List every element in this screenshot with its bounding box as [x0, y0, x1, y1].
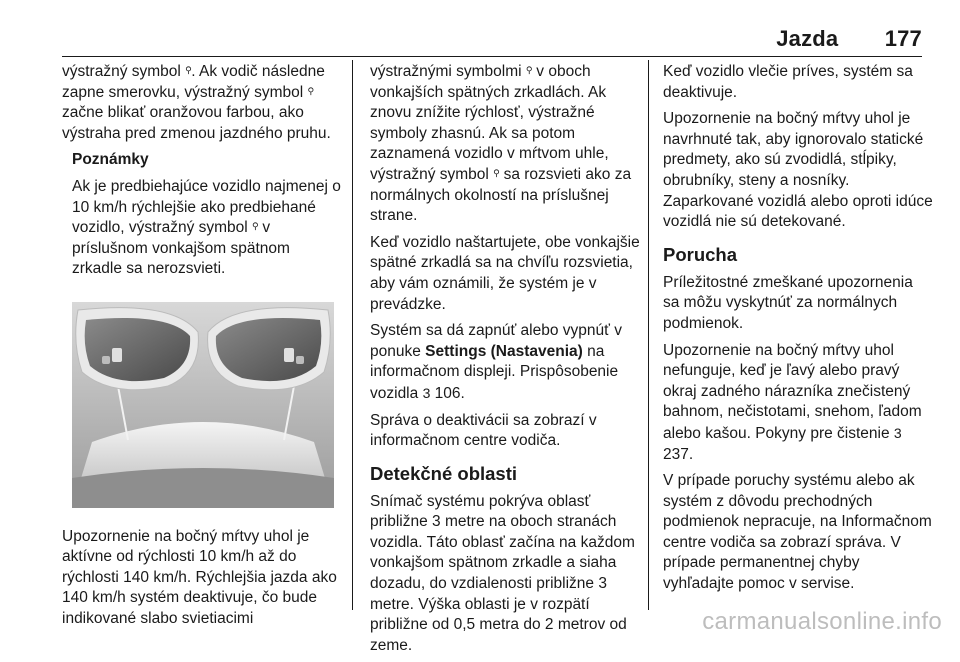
page-number: 177 — [884, 26, 922, 51]
warning-symbol-left — [112, 348, 122, 362]
watermark: carmanualsonline.info — [702, 608, 942, 635]
paragraph: V prípade poruchy systému alebo ak systém z dôvodu prechodných podmienok nepracuje, na Informačnom centre vodiča sa zobrazí správa. V prípade permanentnej chyby vyhľadajte pomoc v servise. — [663, 472, 932, 593]
page-header — [776, 26, 922, 52]
column-1 — [62, 62, 344, 636]
note-block — [62, 150, 344, 280]
blind-spot-warning-icon: ⚲ — [525, 65, 532, 75]
blind-spot-warning-icon: ⚲ — [493, 167, 500, 178]
paragraph: Keď vozidlo naštartujete, obe vonkajšie spätné zrkadlá sa na chvíľu rozsvietia, aby vám oznámili, že systém je v prevádzke. — [370, 233, 640, 313]
heading-fault: Porucha — [663, 243, 738, 265]
mirror-illustration — [72, 302, 334, 508]
paragraph: výstražnými symbolmi ⚲ v oboch vonkajších spätných zrkadlách. Ak znovu znížite rýchlosť, výstražné symboly zhasnú. Ak sa potom zaznamená vozidlo v mŕtvom uhle, výstražný symbol ⚲ sa rozsvieti ako za normálnych okolností na príslušnej strane. — [370, 63, 632, 225]
column-divider-2 — [648, 60, 649, 610]
paragraph: Upozornenie na bočný mŕtvy uhol je navrhnuté tak, aby ignorovalo statické predmety, ako sú zvodidlá, stĺpiky, obrubníky, steny a nosníky. Zaparkované vozidlá alebo oproti idúce vozidlá nie sú detekované. — [663, 110, 933, 231]
section-title: Jazda — [776, 26, 839, 51]
warning-symbol-right — [284, 348, 294, 362]
paragraph: Príležitostné zmeškané upozornenia sa môžu vyskytnúť za normálnych podmienok. — [663, 273, 913, 332]
paragraph: Keď vozidlo vlečie príves, systém sa deaktivuje. — [663, 63, 913, 101]
column-3 — [663, 62, 933, 601]
menu-reference: Settings (Nastavenia) — [425, 342, 583, 360]
car-body — [72, 468, 334, 508]
page-reference-icon: 3 — [422, 384, 431, 401]
column-divider-1 — [352, 60, 353, 610]
note-text: Ak je predbiehajúce vozidlo najmenej o 10 km/h rýchlejšie ako predbiehané vozidlo, výstražný symbol ⚲ v príslušnom vonkajšom spätnom zrkadle sa nerozsvieti. — [72, 177, 341, 278]
paragraph: Snímač systému pokrýva oblasť približne 3 metre na oboch stranách vozidla. Táto oblasť začína na každom vonkajšom spätnom zrkadle a siaha dozadu, do vzdialenosti približne 3 metre. Výška oblasti je v rozpätí približne od 0,5 metra do 2 metrov od zeme. — [370, 492, 635, 654]
left-mirror — [76, 308, 199, 390]
blind-spot-warning-icon: ⚲ — [185, 65, 192, 75]
paragraph: Upozornenie na bočný mŕtvy uhol nefunguje, keď je ľavý alebo pravý okraj zadného nárazníka znečistený bahnom, nečistotami, snehom, ľadom alebo kašou. Pokyny pre čistenie 3 237. — [663, 341, 922, 463]
paragraph: Upozornenie na bočný mŕtvy uhol je aktívne od rýchlosti 10 km/h až do rýchlosti 140 km/h. Rýchlejšia jazda ako 140 km/h systém deaktivuje, čo bude indikované slabo svietiacimi — [62, 527, 337, 627]
blind-spot-warning-icon: ⚲ — [252, 221, 259, 232]
paragraph: Správa o deaktivácii sa zobrazí v informačnom centre vodiča. — [370, 411, 597, 450]
right-mirror — [208, 308, 331, 390]
paragraph: výstražný symbol ⚲. Ak vodič následne zapne smerovku, výstražný symbol ⚲ začne blikať oranžovou farbou, ako výstraha pred zmenou jazdného pruhu. — [62, 63, 331, 142]
page-reference-icon: 3 — [893, 424, 902, 441]
paragraph: Systém sa dá zapnúť alebo vypnúť v ponuke Settings (Nastavenia) na informačnom displeji. Prispôsobenie vozidla 3 106. — [370, 322, 623, 402]
blind-spot-warning-icon: ⚲ — [307, 85, 314, 96]
heading-detection-areas: Detekčné oblasti — [370, 462, 518, 484]
note-title: Poznámky — [72, 151, 149, 169]
header-rule — [62, 56, 922, 57]
column-2 — [370, 62, 640, 662]
